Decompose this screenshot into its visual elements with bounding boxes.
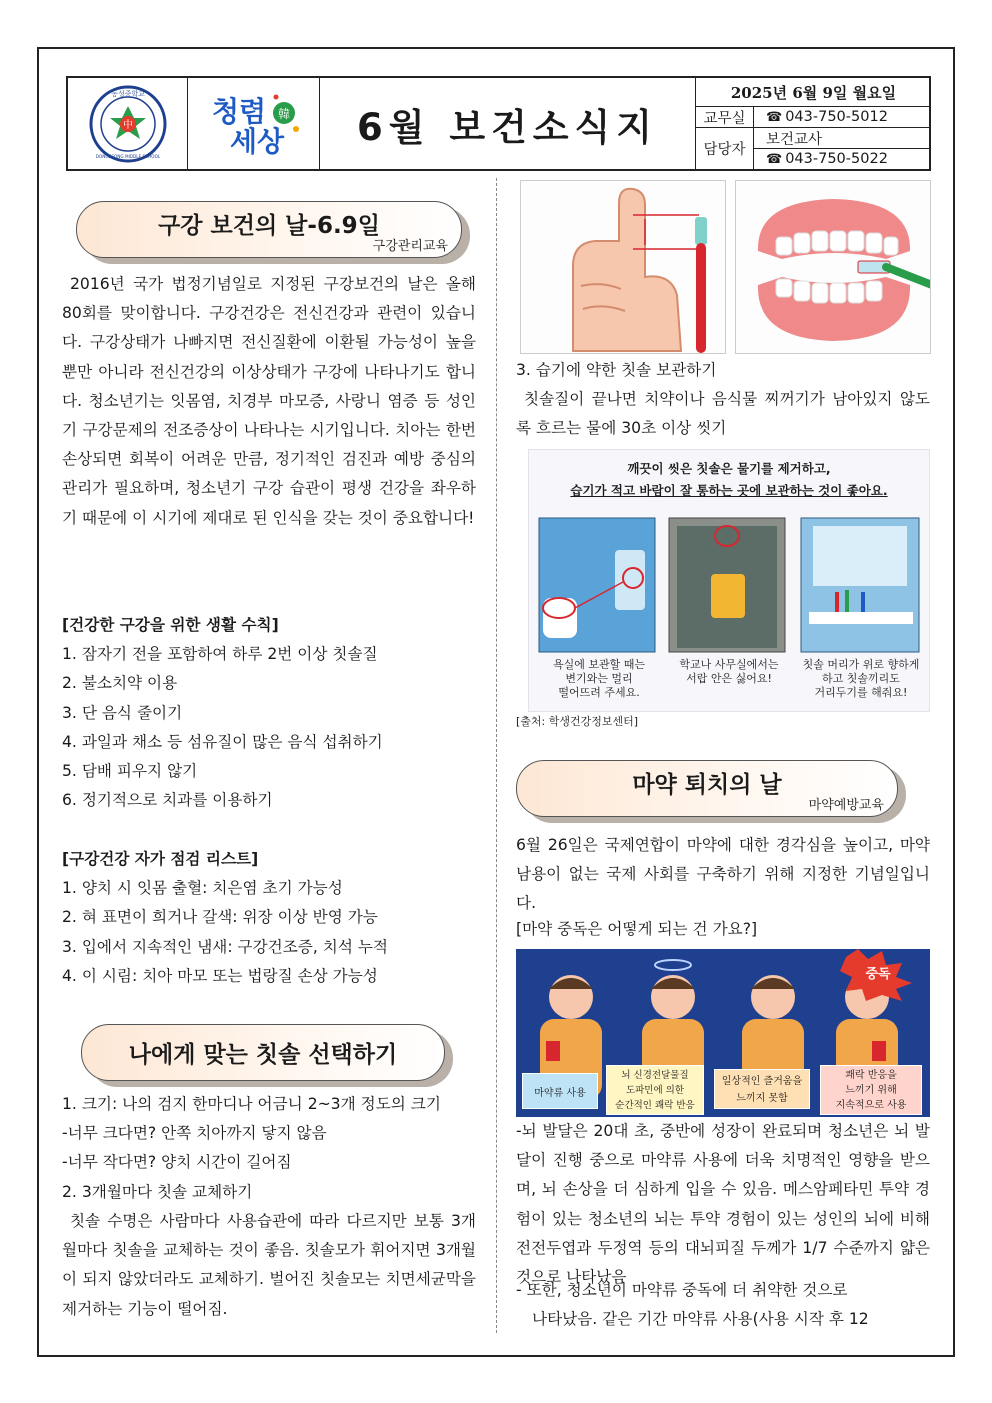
checklist-heading: [구강건강 자가 점검 리스트] xyxy=(62,850,259,868)
rules-heading: [건강한 구강을 위한 생활 수칙] xyxy=(62,616,279,634)
contact-phone: 043-750-5022 xyxy=(785,151,888,167)
caption-line: 하고 칫솔끼리도 xyxy=(822,672,900,685)
school-logo-center: 中 xyxy=(122,119,133,131)
stage-line: 느끼기 위해 xyxy=(845,1085,897,1096)
caption-line: 욕실에 보관할 때는 xyxy=(552,658,645,671)
brand-logo-line1: 청렴 xyxy=(211,94,266,128)
poster-source: [출처: 학생건강정보센터] xyxy=(516,715,639,728)
caption-line: 변기와는 멀리 xyxy=(565,672,633,685)
list-item: 2. 혀 표면이 희거나 갈색: 위장 이상 반영 가능 xyxy=(62,908,378,927)
list-item: 2. 불소치약 이용 xyxy=(62,674,178,693)
contact-info xyxy=(696,78,931,169)
addiction-badge: 중독 xyxy=(865,967,891,982)
brand-logo-badge: 韓 xyxy=(277,106,290,121)
contact-name: 보건교사 xyxy=(754,128,931,149)
toothbrush-replace-text: 칫솔 수명은 사람마다 사용습관에 따라 다르지만 보통 3개월마다 칫솔을 교체하는 것이 좋음. 칫솔모가 휘어지면 3개월이 되지 않았더라도 교체하기. 벌어진 칫솔모는 치면세균막을 제거하는 기능이 떨어짐. xyxy=(62,1212,476,1318)
stage-line: 도파민에 의한 xyxy=(625,1085,685,1096)
issue-date: 2025년 6월 9일 월요일 xyxy=(696,78,931,107)
newsletter-header xyxy=(66,76,931,171)
list-item: 3. 입에서 지속적인 냄새: 구강건조증, 치석 누적 xyxy=(62,937,388,956)
title-cell xyxy=(320,78,696,169)
toothbrush-title: 나에게 맞는 칫솔 선택하기 xyxy=(128,1042,398,1068)
stage-line: 마약류 사용 xyxy=(534,1087,586,1099)
caption-line: 학교나 사무실에서는 xyxy=(679,658,779,671)
integrity-logo-icon xyxy=(204,89,304,159)
caption-line: 떨어뜨려 주세요. xyxy=(558,686,640,699)
list-item: 4. 과일과 채소 등 섬유질이 많은 음식 섭취하기 xyxy=(62,732,383,751)
column-divider xyxy=(496,178,497,1333)
toothbrush-tips xyxy=(62,1090,482,1207)
list-item: -너무 크다면? 안쪽 치아까지 닿지 않음 xyxy=(62,1124,327,1143)
list-item: 1. 양치 시 잇몸 출혈: 치은염 초기 가능성 xyxy=(62,879,343,898)
stage-box-2 xyxy=(606,1065,704,1115)
drug-question: [마약 중독은 어떻게 되는 건 가요?] xyxy=(516,920,758,938)
list-item: 6. 정기적으로 치과를 이용하기 xyxy=(62,791,273,810)
poster-title xyxy=(529,458,929,502)
caption-line: 서랍 안은 싫어요! xyxy=(686,672,772,685)
storage-scenes-icon xyxy=(529,516,930,656)
stage-box-4 xyxy=(820,1065,922,1115)
contact-label: 담당자 xyxy=(696,128,754,169)
list-item: -너무 작다면? 양치 시간이 길어짐 xyxy=(62,1153,292,1172)
phone-icon: ☎ xyxy=(766,151,783,167)
poster-caption-3 xyxy=(797,658,925,700)
toothbrush-storage-poster xyxy=(528,449,930,712)
finger-size-illustration xyxy=(520,180,726,354)
contact-phone-row xyxy=(754,149,931,169)
office-phone: 043-750-5012 xyxy=(785,109,888,125)
stage-line: 느끼지 못함 xyxy=(736,1093,788,1104)
drug-vulnerability-line2: 나타났음. 같은 기간 마약류 사용(사용 시작 후 12 xyxy=(532,1310,869,1328)
list-item: 2. 3개월마다 칫솔 교체하기 xyxy=(62,1182,253,1201)
stage-line: 지속적으로 사용 xyxy=(835,1100,907,1111)
school-logo xyxy=(68,78,188,169)
drug-vulnerability-line1: - 또한, 청소년이 마약류 중독에 더 취약한 것으로 xyxy=(516,1281,848,1299)
oral-rules xyxy=(62,611,482,815)
drug-day-title: 마약 퇴치의 날 xyxy=(632,772,782,798)
storage-heading: 3. 습기에 약한 칫솔 보관하기 xyxy=(516,361,717,379)
oral-checklist xyxy=(62,845,482,991)
caption-line: 거리두기를 해줘요! xyxy=(814,686,908,699)
school-logo-en: DONGSEONG MIDDLE SCHOOL xyxy=(95,153,160,159)
office-label: 교무실 xyxy=(696,107,754,128)
stage-line: 순간적인 쾌락 반응 xyxy=(615,1100,695,1111)
hand-toothbrush-icon xyxy=(521,181,726,354)
drug-brain-text: -뇌 발달은 20대 초, 중반에 성장이 완료되며 청소년은 뇌 발달이 진행 중으로 마약류 사용에 더욱 치명적인 영향을 받으며, 뇌 손상을 더 심하게 입을 수 있음. 메스암페타민 투약 경험이 있는 청소년의 뇌는 투약 경험이 있는 성인의 뇌에 비해 전전두엽과 두정역 등의 대뇌피질 두께가 1/7 수준까지 얇은 것으로 나타났음 xyxy=(516,1122,930,1287)
caption-line: 칫솔 머리가 위로 향하게 xyxy=(802,658,920,671)
poster-caption-1 xyxy=(537,658,661,700)
brand-logo xyxy=(188,78,320,169)
stage-line: 쾌락 반응을 xyxy=(845,1070,897,1081)
oral-health-banner xyxy=(76,201,462,258)
oral-health-title: 구강 보건의 날-6.9일 xyxy=(158,213,380,239)
drug-day-subtitle: 마약예방교육 xyxy=(808,798,884,813)
molar-size-illustration xyxy=(735,180,931,354)
toothbrush-banner xyxy=(81,1024,445,1081)
poster-caption-2 xyxy=(667,658,791,686)
list-item: 5. 담배 피우지 않기 xyxy=(62,762,198,781)
teeth-toothbrush-icon xyxy=(736,181,931,354)
list-item: 1. 잠자기 전을 포함하여 하루 2번 이상 칫솔질 xyxy=(62,645,378,664)
storage-text: 칫솔질이 끝나면 치약이나 음식물 찌꺼기가 남아있지 않도록 흐르는 물에 30초 이상 씻기 xyxy=(516,390,930,438)
list-item: 1. 크기: 나의 검지 한마디나 어금니 2~3개 정도의 크기 xyxy=(62,1095,441,1113)
drug-day-banner xyxy=(516,760,898,817)
addiction-process-illustration xyxy=(516,949,930,1117)
oral-health-subtitle: 구강관리교육 xyxy=(372,239,448,254)
oral-intro: 2016년 국가 법정기념일로 지정된 구강보건의 날은 올해 80회를 맞이합니다. 구강건강은 전신건강과 관련이 있습니다. 구강상태가 나빠지면 전신질환에 이환될 가능성이 높을 뿐만 아니라 전신건강의 이상상태가 구강에 나타나기도 합니다. 청소년기는 잇몸염, 치경부 마모증, 사랑니 염증 등 성인기 구강문제의 전조증상이 나타나는 시기입니다. 치아는 한번 손상되면 회복이 어려운 만큼, 정기적인 검진과 예방 중심의 관리가 필요하며, 청소년기 구강 습관이 평생 건강을 좌우하기 때문에 이 시기에 제대로 된 인식을 갖는 것이 중요합니다! xyxy=(62,275,476,527)
stage-box-1 xyxy=(522,1073,598,1109)
drug-intro: 6월 26일은 국제연합이 마약에 대한 경각심을 높이고, 마약 남용이 없는 국제 사회를 구축하기 위해 지정한 기념일입니다. xyxy=(516,836,930,913)
stage-line: 일상적인 즐거움을 xyxy=(721,1076,803,1087)
school-emblem-icon xyxy=(88,84,168,164)
page-title: 6월 보건소식지 xyxy=(356,105,659,149)
school-logo-text: 동성중학교 xyxy=(110,89,145,98)
list-item: 4. 이 시림: 치아 마모 또는 법랑질 손상 가능성 xyxy=(62,966,378,985)
stage-line: 뇌 신경전달물질 xyxy=(621,1070,689,1081)
office-phone-row xyxy=(754,107,931,128)
poster-title-line2: 습기가 적고 바람이 잘 통하는 곳에 보관하는 것이 좋아요. xyxy=(570,483,888,498)
brand-logo-line2: 세상 xyxy=(229,124,284,158)
list-item: 3. 단 음식 줄이기 xyxy=(62,703,183,722)
poster-title-line1: 깨끗이 씻은 칫솔은 물기를 제거하고, xyxy=(627,461,831,476)
stage-box-3 xyxy=(714,1069,810,1109)
phone-icon: ☎ xyxy=(766,109,783,125)
